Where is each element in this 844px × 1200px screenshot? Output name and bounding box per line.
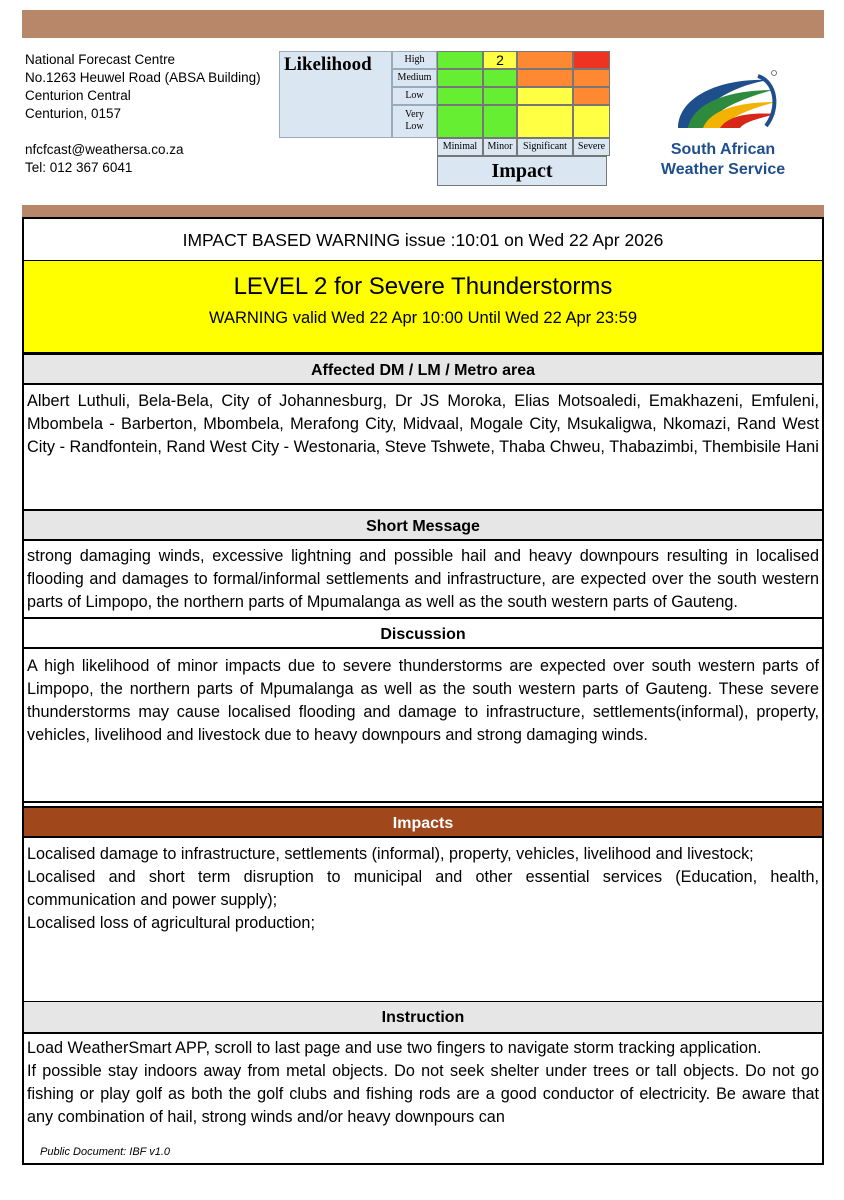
cell-high-severe [573,51,610,69]
warning-level-banner [24,261,822,353]
cell-verylow-minor [483,105,517,138]
likelihood-medium: Medium [392,69,437,87]
cell-verylow-severe [573,105,610,138]
warning-document [22,217,824,1165]
instruction-item: If possible stay indoors away from metal objects. Do not seek shelter under trees or tall objects. Do not go fishing or play golf as both the golf clubs and fishing rods are a good conductor of electricity. Be aware that any combination of hail, strong winds and/or heavy downpours can [27,1062,819,1126]
email-line: nfcfcast@weathersa.co.za [25,142,184,157]
warning-validity: WARNING valid Wed 22 Apr 10:00 Until Wed 22 Apr 23:59 [209,309,637,327]
cell-low-minimal [437,87,483,105]
cell-low-minor [483,87,517,105]
office-address [25,51,261,177]
cell-verylow-minimal [437,105,483,138]
likelihood-title: Likelihood [284,54,372,75]
short-message-heading: Short Message [24,509,822,541]
logo-name-line2: Weather Service [660,161,786,178]
likelihood-low: Low [392,87,437,105]
likelihood-levels [392,51,437,138]
short-message-text: strong damaging winds, excessive lightning and possible hail and heavy downpours resulting in localised flooding and damages to formal/informal settlements and infrastructure, are expected over the south western parts of Limpopo, the northern parts of Mpumalanga as well as the south western parts of Gauteng. [27,547,819,611]
matrix-grid [437,51,610,138]
discussion-text: A high likelihood of minor impacts due to severe thunderstorms are expected over south western parts of Limpopo, the northern parts of Mpumalanga as well as the south western parts of Gauteng. These severe thunderstorms may cause localised flooding and damage to infrastructure, settlements(informal), property, vehicles, livelihood and livestock due to heavy downpours and strong damaging winds. [24,655,822,803]
cell-medium-significant [517,69,573,87]
impact-significant: Significant [517,138,573,156]
discussion-heading: Discussion [24,617,822,649]
cell-medium-minor [483,69,517,87]
cell-high-minimal [437,51,483,69]
address-line: No.1263 Heuwel Road (ABSA Building) [25,70,261,85]
cell-low-significant [517,87,573,105]
impact-levels [437,138,610,156]
impact-item: Localised damage to infrastructure, settlements (informal), property, vehicles, livelihood and livestock; [27,845,754,863]
likelihood-very-low: Very Low [392,105,437,138]
cell-verylow-significant [517,105,573,138]
cell-high-minor: 2 [483,51,517,69]
impact-severe: Severe [573,138,610,156]
top-banner-bar [22,10,824,38]
logo-name-line1: South African [670,141,776,158]
cell-medium-minimal [437,69,483,87]
instruction-heading: Instruction [24,1002,822,1034]
cell-high-significant [517,51,573,69]
impact-item: Localised and short term disruption to municipal and other essential services (Education, health, communication and power supply); [27,868,819,909]
cell-low-severe [573,87,610,105]
impacts-heading: Impacts [24,806,822,838]
address-line: Centurion, 0157 [25,106,122,121]
affected-area-text: Albert Luthuli, Bela-Bela, City of Johannesburg, Dr JS Moroka, Elias Motsoaledi, Emakhazeni, Emfuleni, Mbombela - Barberton, Mbombela, Merafong City, Midvaal, Mogale City, Msukaligwa, Nkomazi, Rand West City - Randfontein, Rand West City - Westonaria, Steve Tshwete, Thaba Chweu, Thabazimbi, Thembisile Hani [27,392,819,456]
impact-minor: Minor [483,138,517,156]
instruction-text [24,1037,822,1163]
instruction-item: Load WeatherSmart APP, scroll to last page and use two fingers to navigate storm tracking application. [27,1039,762,1057]
address-line: Centurion Central [25,88,131,103]
issue-header: IMPACT BASED WARNING issue :10:01 on Wed 22 Apr 2026 [24,219,822,261]
warning-level: LEVEL 2 for Severe Thunderstorms [233,273,613,300]
document-footer: Public Document: IBF v1.0 [40,1146,171,1158]
saws-logo [648,68,798,179]
affected-area-heading: Affected DM / LM / Metro area [24,353,822,385]
impacts-list [24,843,822,1003]
impact-title: Impact [437,156,607,186]
likelihood-label-box [279,51,392,138]
cell-medium-severe [573,69,610,87]
impact-minimal: Minimal [437,138,483,156]
likelihood-high: High [392,51,437,69]
impact-item: Localised loss of agricultural production; [27,914,315,932]
saws-swoosh-icon [648,68,798,134]
phone-line: Tel: 012 367 6041 [25,160,133,175]
divider-bar [22,205,824,217]
address-line: National Forecast Centre [25,52,176,67]
